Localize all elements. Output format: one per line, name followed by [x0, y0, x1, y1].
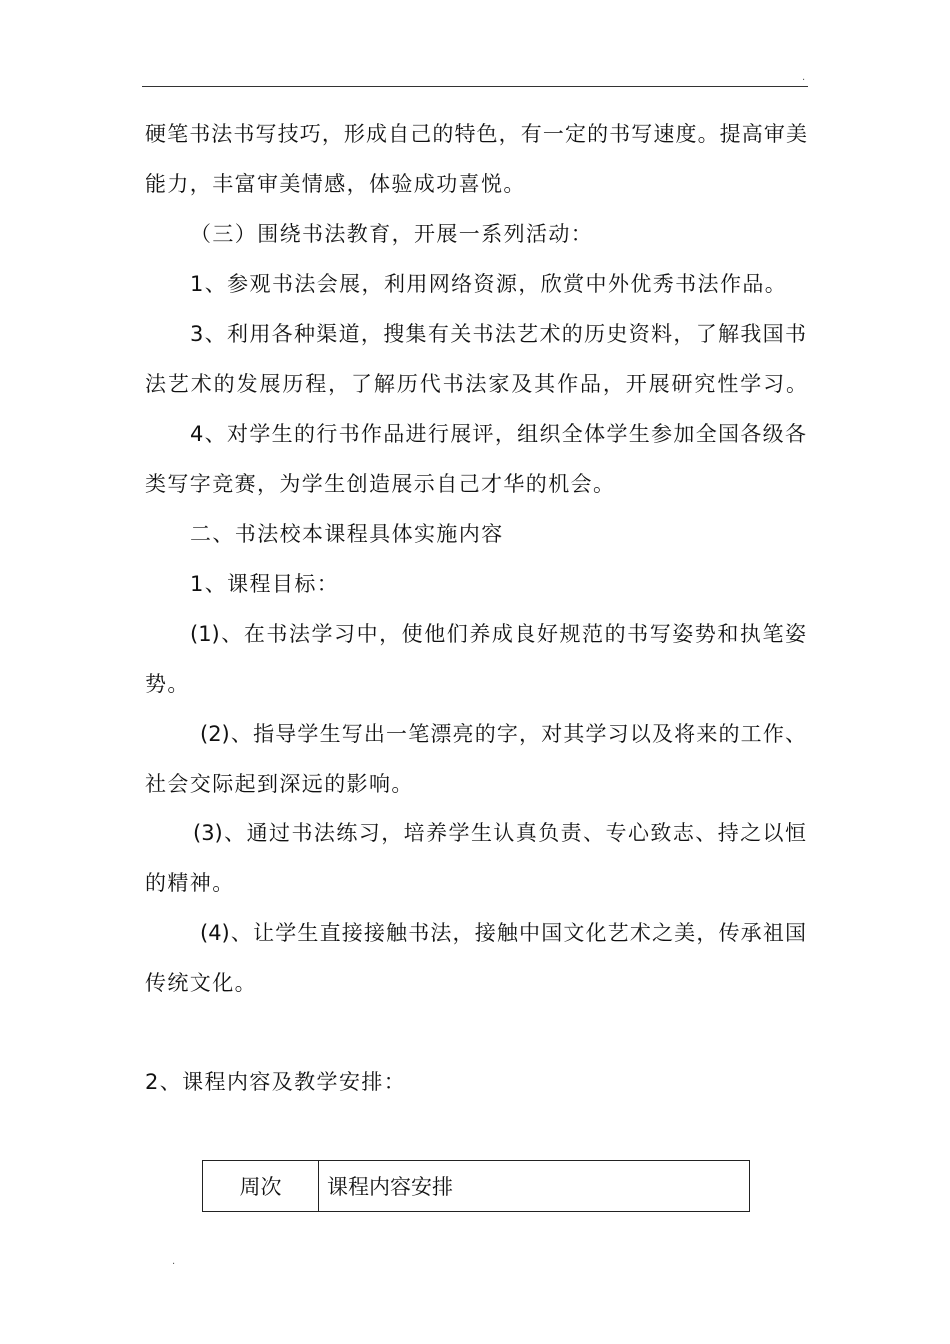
schedule-table [202, 1160, 750, 1212]
table-header-content: 课程内容安排 [319, 1161, 750, 1212]
subsection-heading: 2、课程内容及教学安排： [145, 1070, 407, 1094]
table-header-row [203, 1161, 750, 1212]
paragraph-line: 硬笔书法书写技巧，形成自己的特色，有一定的书写速度。提高审美 [145, 122, 807, 146]
list-item: 4、对学生的行书作品进行展评，组织全体学生参加全国各级各 [190, 422, 806, 446]
list-item: 1、参观书法会展，利用网络资源，欣赏中外优秀书法作品。 [190, 272, 788, 296]
list-item: (4)、让学生直接接触书法，接触中国文化艺术之美，传承祖国 [200, 921, 806, 945]
section-heading: （三）围绕书法教育，开展一系列活动： [190, 222, 594, 246]
header-rule [142, 86, 808, 87]
paragraph-line: 法艺术的发展历程，了解历代书法家及其作品，开展研究性学习。 [145, 372, 807, 396]
paragraph-line: 传统文化。 [145, 971, 257, 995]
list-item: (1)、在书法学习中，使他们养成良好规范的书写姿势和执笔姿 [190, 622, 806, 646]
paragraph-line: 的精神。 [145, 871, 235, 895]
list-item: (2)、指导学生写出一笔漂亮的字，对其学习以及将来的工作、 [200, 722, 806, 746]
header-dot: . [802, 72, 806, 83]
footer-dot: . [172, 1256, 176, 1267]
table-header-week: 周次 [203, 1161, 319, 1212]
paragraph-line: 社会交际起到深远的影响。 [145, 772, 414, 796]
paragraph-line: 类写字竞赛，为学生创造展示自己才华的机会。 [145, 472, 616, 496]
section-heading: 二、书法校本课程具体实施内容 [190, 522, 504, 546]
subsection-heading: 1、课程目标： [190, 572, 340, 596]
paragraph-line: 能力，丰富审美情感，体验成功喜悦。 [145, 172, 526, 196]
paragraph-line: 势。 [145, 672, 190, 696]
list-item: (3)、通过书法练习，培养学生认真负责、专心致志、持之以恒 [193, 821, 806, 845]
list-item: 3、利用各种渠道，搜集有关书法艺术的历史资料，了解我国书 [190, 322, 806, 346]
